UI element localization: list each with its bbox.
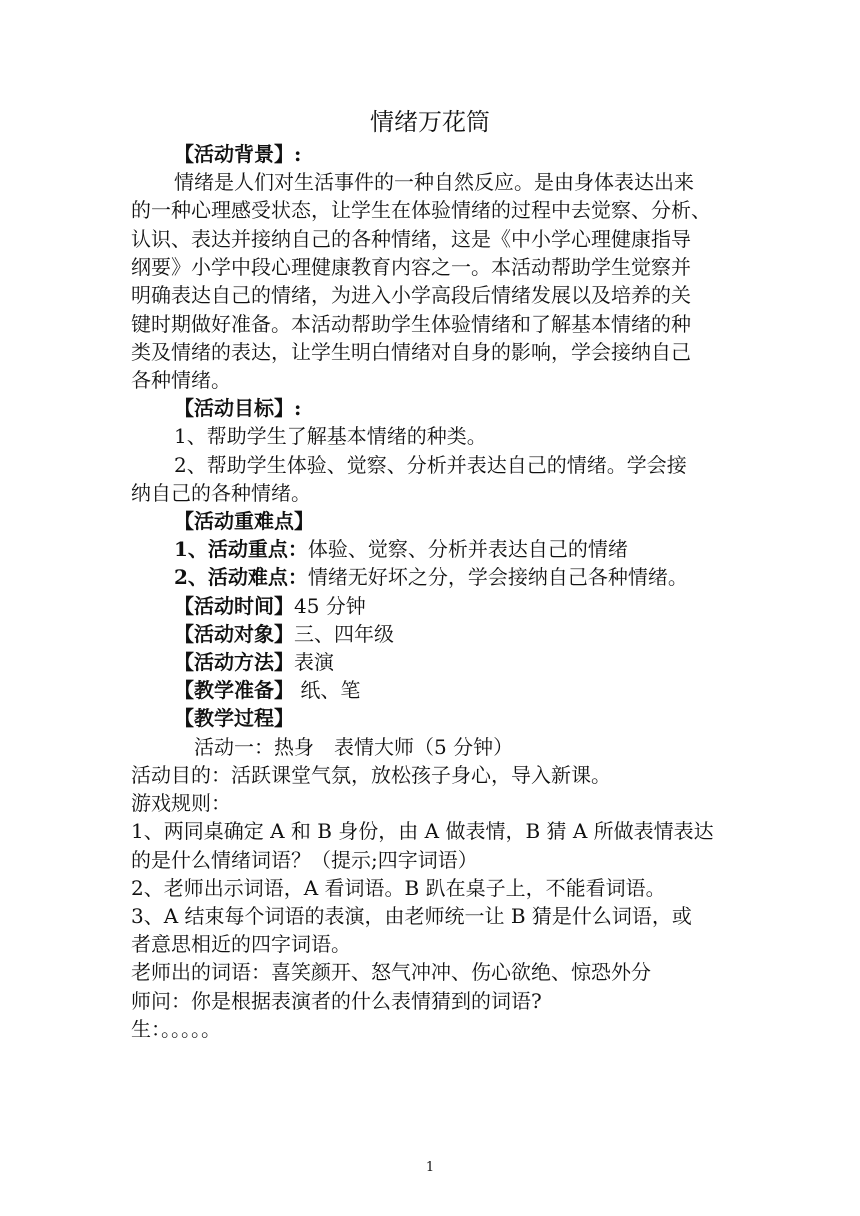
rule-3: 3、A 结束每个词语的表演，由老师统一让 B 猜是什么词语，或	[131, 904, 692, 928]
key-points-heading: 【活动重难点】	[174, 509, 314, 533]
rules-heading: 游戏规则：	[131, 791, 231, 815]
key-point-2	[174, 563, 688, 591]
background-line: 的一种心理感受状态，让学生在体验情绪的过程中去觉察、分析、	[131, 198, 711, 222]
page-number: 1	[425, 1160, 435, 1175]
process-heading: 【教学过程】	[174, 706, 294, 730]
info-target-value: 三、四年级	[294, 622, 394, 646]
background-line: 键时期做好准备。本活动帮助学生体验情绪和了解基本情绪的种	[131, 312, 691, 336]
goal-item-2: 2、帮助学生体验、觉察、分析并表达自己的情绪。学会接	[174, 453, 687, 477]
info-method-value: 表演	[294, 650, 334, 674]
teacher-words: 老师出的词语：喜笑颜开、怒气冲冲、伤心欲绝、惊恐外分	[131, 960, 651, 984]
info-prep-value: 纸、笔	[294, 678, 361, 702]
info-prep	[174, 676, 360, 704]
rule-1: 1、两同桌确定 A 和 B 身份，由 A 做表情，B 猜 A 所做表情表达	[131, 819, 714, 843]
key-point-1-label: 1、活动重点：	[174, 537, 308, 561]
info-time-value: 45 分钟	[294, 594, 366, 618]
background-line: 情绪是人们对生活事件的一种自然反应。是由身体表达出来	[174, 170, 694, 194]
rule-3-cont: 者意思相近的四字词语。	[131, 932, 351, 956]
info-target	[174, 620, 394, 648]
info-time-label: 【活动时间】	[174, 594, 294, 618]
key-point-1-text: 体验、觉察、分析并表达自己的情绪	[307, 537, 628, 561]
info-method	[174, 648, 334, 676]
goals-heading: 【活动目标】:	[174, 396, 302, 420]
goal-item-2-cont: 纳自己的各种情绪。	[131, 481, 311, 505]
background-heading: 【活动背景】:	[174, 142, 302, 166]
background-line: 明确表达自己的情绪，为进入小学高段后情绪发展以及培养的关	[131, 283, 691, 307]
goal-item-1: 1、帮助学生了解基本情绪的种类。	[174, 424, 487, 448]
document-title: 情绪万花筒	[370, 108, 490, 136]
activity1-purpose: 活动目的：活跃课堂气氛，放松孩子身心，导入新课。	[131, 763, 611, 787]
key-point-2-label: 2、活动难点：	[174, 565, 308, 589]
rule-2: 2、老师出示词语，A 看词语。B 趴在桌子上，不能看词语。	[131, 876, 666, 900]
rule-1-cont: 的是什么情绪词语？（提示;四字词语）	[131, 848, 478, 872]
key-point-1	[174, 535, 628, 563]
info-target-label: 【活动对象】	[174, 622, 294, 646]
info-prep-label: 【教学准备】	[174, 678, 294, 702]
background-line: 类及情绪的表达，让学生明白情绪对自身的影响，学会接纳自己	[131, 340, 691, 364]
background-line: 认识、表达并接纳自己的各种情绪，这是《中小学心理健康指导	[131, 227, 691, 251]
activity1-title: 活动一：热身 表情大师（5 分钟）	[194, 735, 514, 759]
info-method-label: 【活动方法】	[174, 650, 294, 674]
teacher-question: 师问：你是根据表演者的什么表情猜到的词语?	[131, 989, 542, 1013]
student-answer: 生：。。。。。	[131, 1017, 221, 1041]
background-line: 各种情绪。	[131, 368, 231, 392]
key-point-2-text: 情绪无好坏之分，学会接纳自己各种情绪。	[307, 565, 688, 589]
background-line: 纲要》小学中段心理健康教育内容之一。本活动帮助学生觉察并	[131, 255, 691, 279]
info-time	[174, 592, 366, 620]
